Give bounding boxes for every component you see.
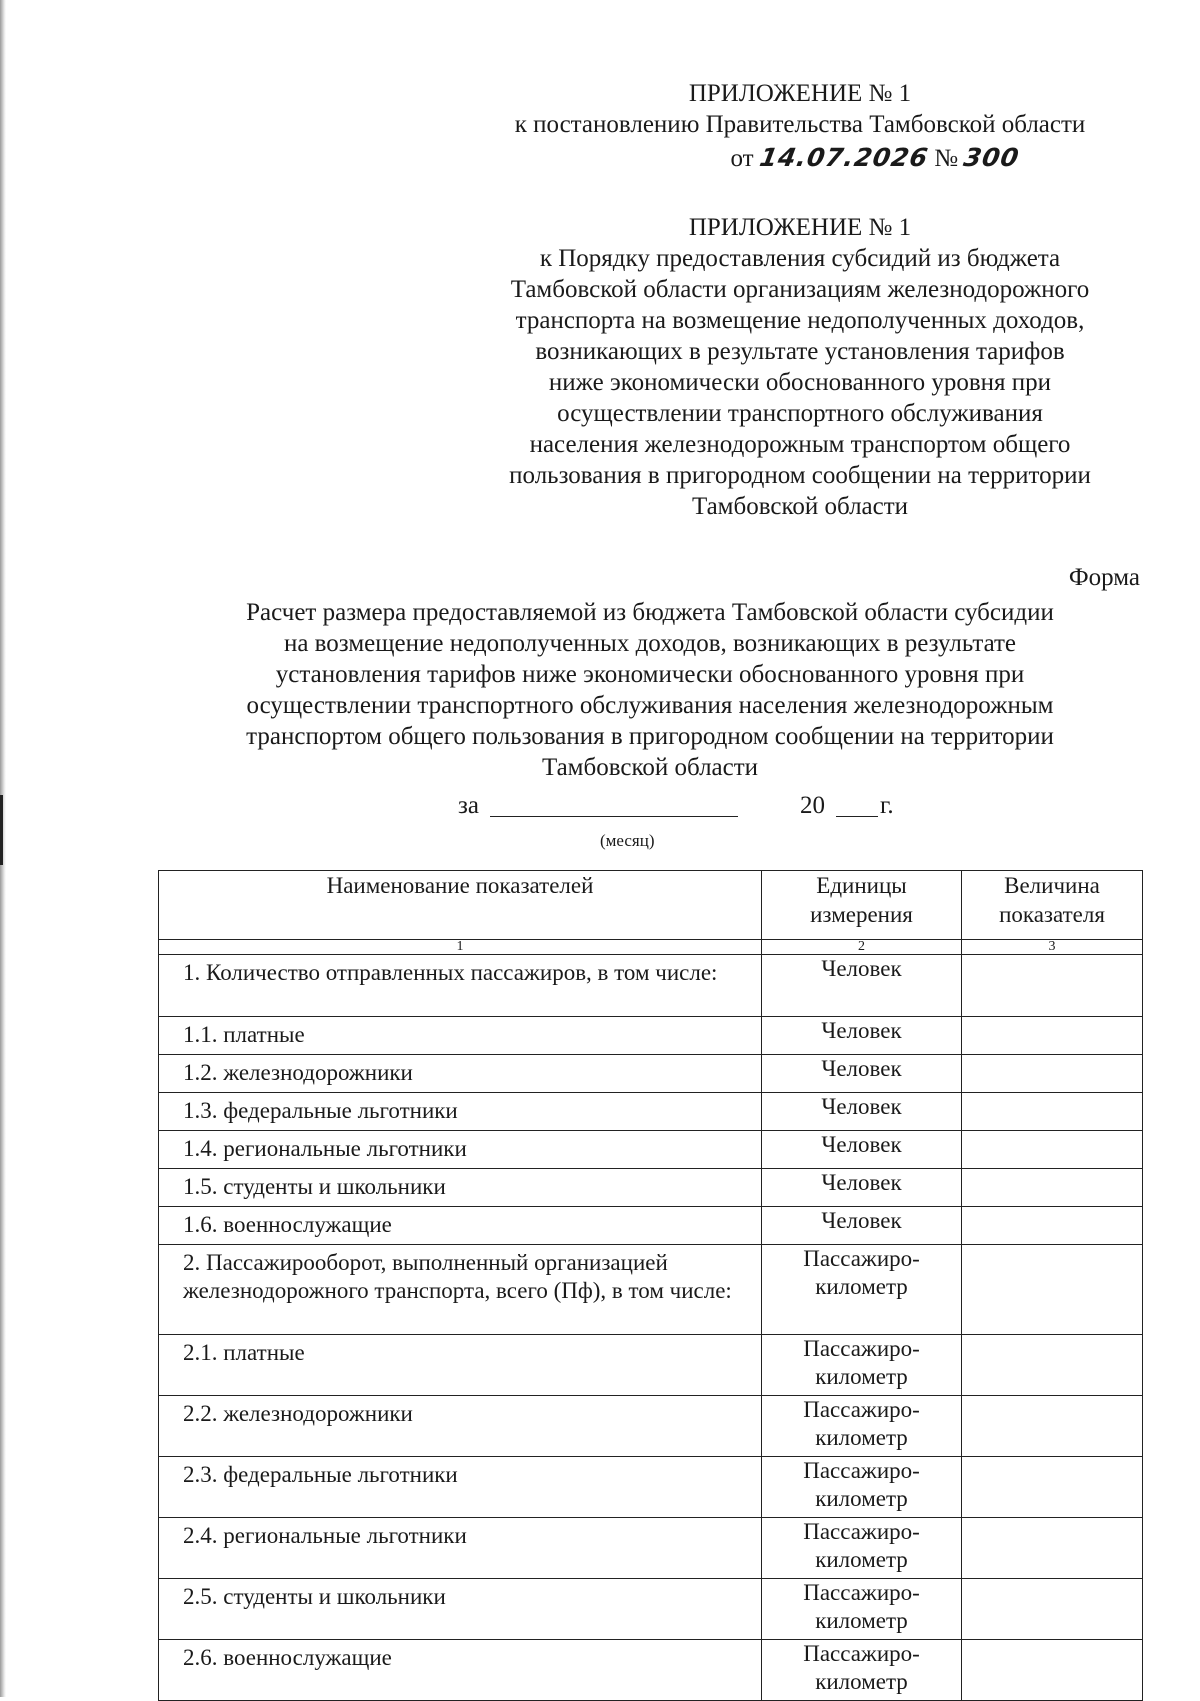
indicator-unit: Пассажиро-километр — [762, 1518, 962, 1579]
table-row — [159, 1579, 1143, 1640]
from-label: от — [730, 145, 754, 172]
indicator-name: 2.4. региональные льготники — [159, 1518, 762, 1579]
period-year-suffix: г. — [880, 792, 894, 819]
column-number: 1 — [159, 940, 762, 955]
handwritten-number: 300 — [961, 143, 1023, 172]
column-number: 3 — [962, 940, 1143, 955]
column-number-row — [159, 940, 1143, 955]
indicator-name: 2.6. военнослужащие — [159, 1640, 762, 1701]
indicator-name: 2.3. федеральные льготники — [159, 1457, 762, 1518]
scan-edge-mark — [0, 795, 3, 865]
table-row — [159, 955, 1143, 1017]
appendix-order-line: осуществлении транспортного обслуживания — [557, 400, 1043, 427]
indicator-name: 1.3. федеральные льготники — [159, 1093, 762, 1131]
appendix-order-line: ниже экономически обоснованного уровня при — [548, 369, 1052, 396]
column-number: 2 — [762, 940, 962, 955]
appendix-order-line: возникающих в результате установления тарифов — [535, 338, 1065, 365]
indicator-name: 1. Количество отправленных пассажиров, в том числе: — [159, 955, 762, 1017]
appendix-order-line: Тамбовской области организациям железнодорожного — [510, 276, 1090, 303]
indicators-table — [158, 870, 1143, 1701]
table-row — [159, 1169, 1143, 1207]
heading-line: осуществлении транспортного обслуживания населения железнодорожным — [246, 692, 1054, 719]
handwritten-date: 14.07.2026 — [757, 143, 931, 172]
indicator-name: 1.2. железнодорожники — [159, 1055, 762, 1093]
table-row — [159, 1131, 1143, 1169]
indicator-name: 2.1. платные — [159, 1335, 762, 1396]
indicator-value[interactable] — [962, 1335, 1143, 1396]
indicator-name: 2.2. железнодорожники — [159, 1396, 762, 1457]
appendix-top-subtitle: к постановлению Правительства Тамбовской области — [514, 111, 1086, 138]
appendix-top-date-line — [440, 142, 1160, 174]
period-za: за — [458, 792, 479, 819]
header-name: Наименование показателей — [159, 871, 762, 940]
appendix-order-line: пользования в пригородном сообщении на территории — [509, 462, 1091, 489]
indicator-value[interactable] — [962, 1245, 1143, 1335]
table-header-row — [159, 871, 1143, 940]
appendix-top-title: ПРИЛОЖЕНИЕ № 1 — [688, 80, 912, 107]
form-label: Форма — [1068, 564, 1140, 591]
form-heading — [150, 597, 1150, 783]
indicator-value[interactable] — [962, 1518, 1143, 1579]
indicator-name: 2.5. студенты и школьники — [159, 1579, 762, 1640]
indicator-name: 2. Пассажирооборот, выполненный организацией железнодорожного транспорта, всего (Пф), в том числе: — [159, 1245, 762, 1335]
month-blank — [490, 816, 738, 817]
indicator-value[interactable] — [962, 955, 1143, 1017]
header-unit: Единицы измерения — [762, 871, 962, 940]
indicator-value[interactable] — [962, 1207, 1143, 1245]
table-row — [159, 1055, 1143, 1093]
appendix-order-title: ПРИЛОЖЕНИЕ № 1 — [688, 214, 912, 241]
heading-line: установления тарифов ниже экономически обоснованного уровня при — [275, 661, 1025, 688]
indicator-value[interactable] — [962, 1579, 1143, 1640]
indicator-value[interactable] — [962, 1093, 1143, 1131]
indicator-value[interactable] — [962, 1457, 1143, 1518]
indicator-value[interactable] — [962, 1169, 1143, 1207]
table-row — [159, 1093, 1143, 1131]
indicator-unit: Человек — [762, 1093, 962, 1131]
appendix-order-line: Тамбовской области — [691, 493, 909, 520]
indicator-value[interactable] — [962, 1055, 1143, 1093]
indicator-name: 1.1. платные — [159, 1017, 762, 1055]
header-value: Величина показателя — [962, 871, 1143, 940]
table-row — [159, 1335, 1143, 1396]
table-row — [159, 1640, 1143, 1701]
appendix-order-line: транспорта на возмещение недополученных доходов, — [515, 307, 1085, 334]
appendix-order-line: населения железнодорожным транспортом общего — [529, 431, 1071, 458]
number-label: № — [934, 145, 959, 172]
table-row — [159, 1017, 1143, 1055]
table-row — [159, 1245, 1143, 1335]
indicator-unit: Человек — [762, 1207, 962, 1245]
indicator-value[interactable] — [962, 1396, 1143, 1457]
month-caption: (месяц) — [600, 831, 655, 850]
appendix-order-line: к Порядку предоставления субсидий из бюджета — [539, 245, 1061, 272]
indicator-value[interactable] — [962, 1017, 1143, 1055]
table-row — [159, 1457, 1143, 1518]
indicator-unit: Человек — [762, 1169, 962, 1207]
indicator-unit: Пассажиро-километр — [762, 1457, 962, 1518]
indicator-name: 1.4. региональные льготники — [159, 1131, 762, 1169]
indicator-value[interactable] — [962, 1640, 1143, 1701]
indicator-unit: Пассажиро-километр — [762, 1396, 962, 1457]
heading-line: Тамбовской области — [541, 754, 759, 781]
heading-line: транспортом общего пользования в пригородном сообщении на территории — [246, 723, 1054, 750]
indicator-unit: Пассажиро-километр — [762, 1579, 962, 1640]
appendix-order — [440, 212, 1160, 522]
indicator-name: 1.6. военнослужащие — [159, 1207, 762, 1245]
indicator-unit: Пассажиро-километр — [762, 1335, 962, 1396]
indicator-unit: Человек — [762, 1131, 962, 1169]
indicator-unit: Человек — [762, 1017, 962, 1055]
table-row — [159, 1396, 1143, 1457]
indicator-value[interactable] — [962, 1131, 1143, 1169]
indicator-unit: Пассажиро-километр — [762, 1245, 962, 1335]
table-row — [159, 1518, 1143, 1579]
indicator-unit: Пассажиро-километр — [762, 1640, 962, 1701]
table-row — [159, 1207, 1143, 1245]
appendix-top — [440, 78, 1160, 174]
indicator-unit: Человек — [762, 955, 962, 1017]
indicator-unit: Человек — [762, 1055, 962, 1093]
indicator-name: 1.5. студенты и школьники — [159, 1169, 762, 1207]
year-blank — [836, 816, 878, 817]
period-year-prefix: 20 — [800, 792, 825, 819]
heading-line: Расчет размера предоставляемой из бюджета Тамбовской области субсидии — [246, 599, 1054, 626]
heading-line: на возмещение недополученных доходов, возникающих в результате — [283, 630, 1017, 657]
